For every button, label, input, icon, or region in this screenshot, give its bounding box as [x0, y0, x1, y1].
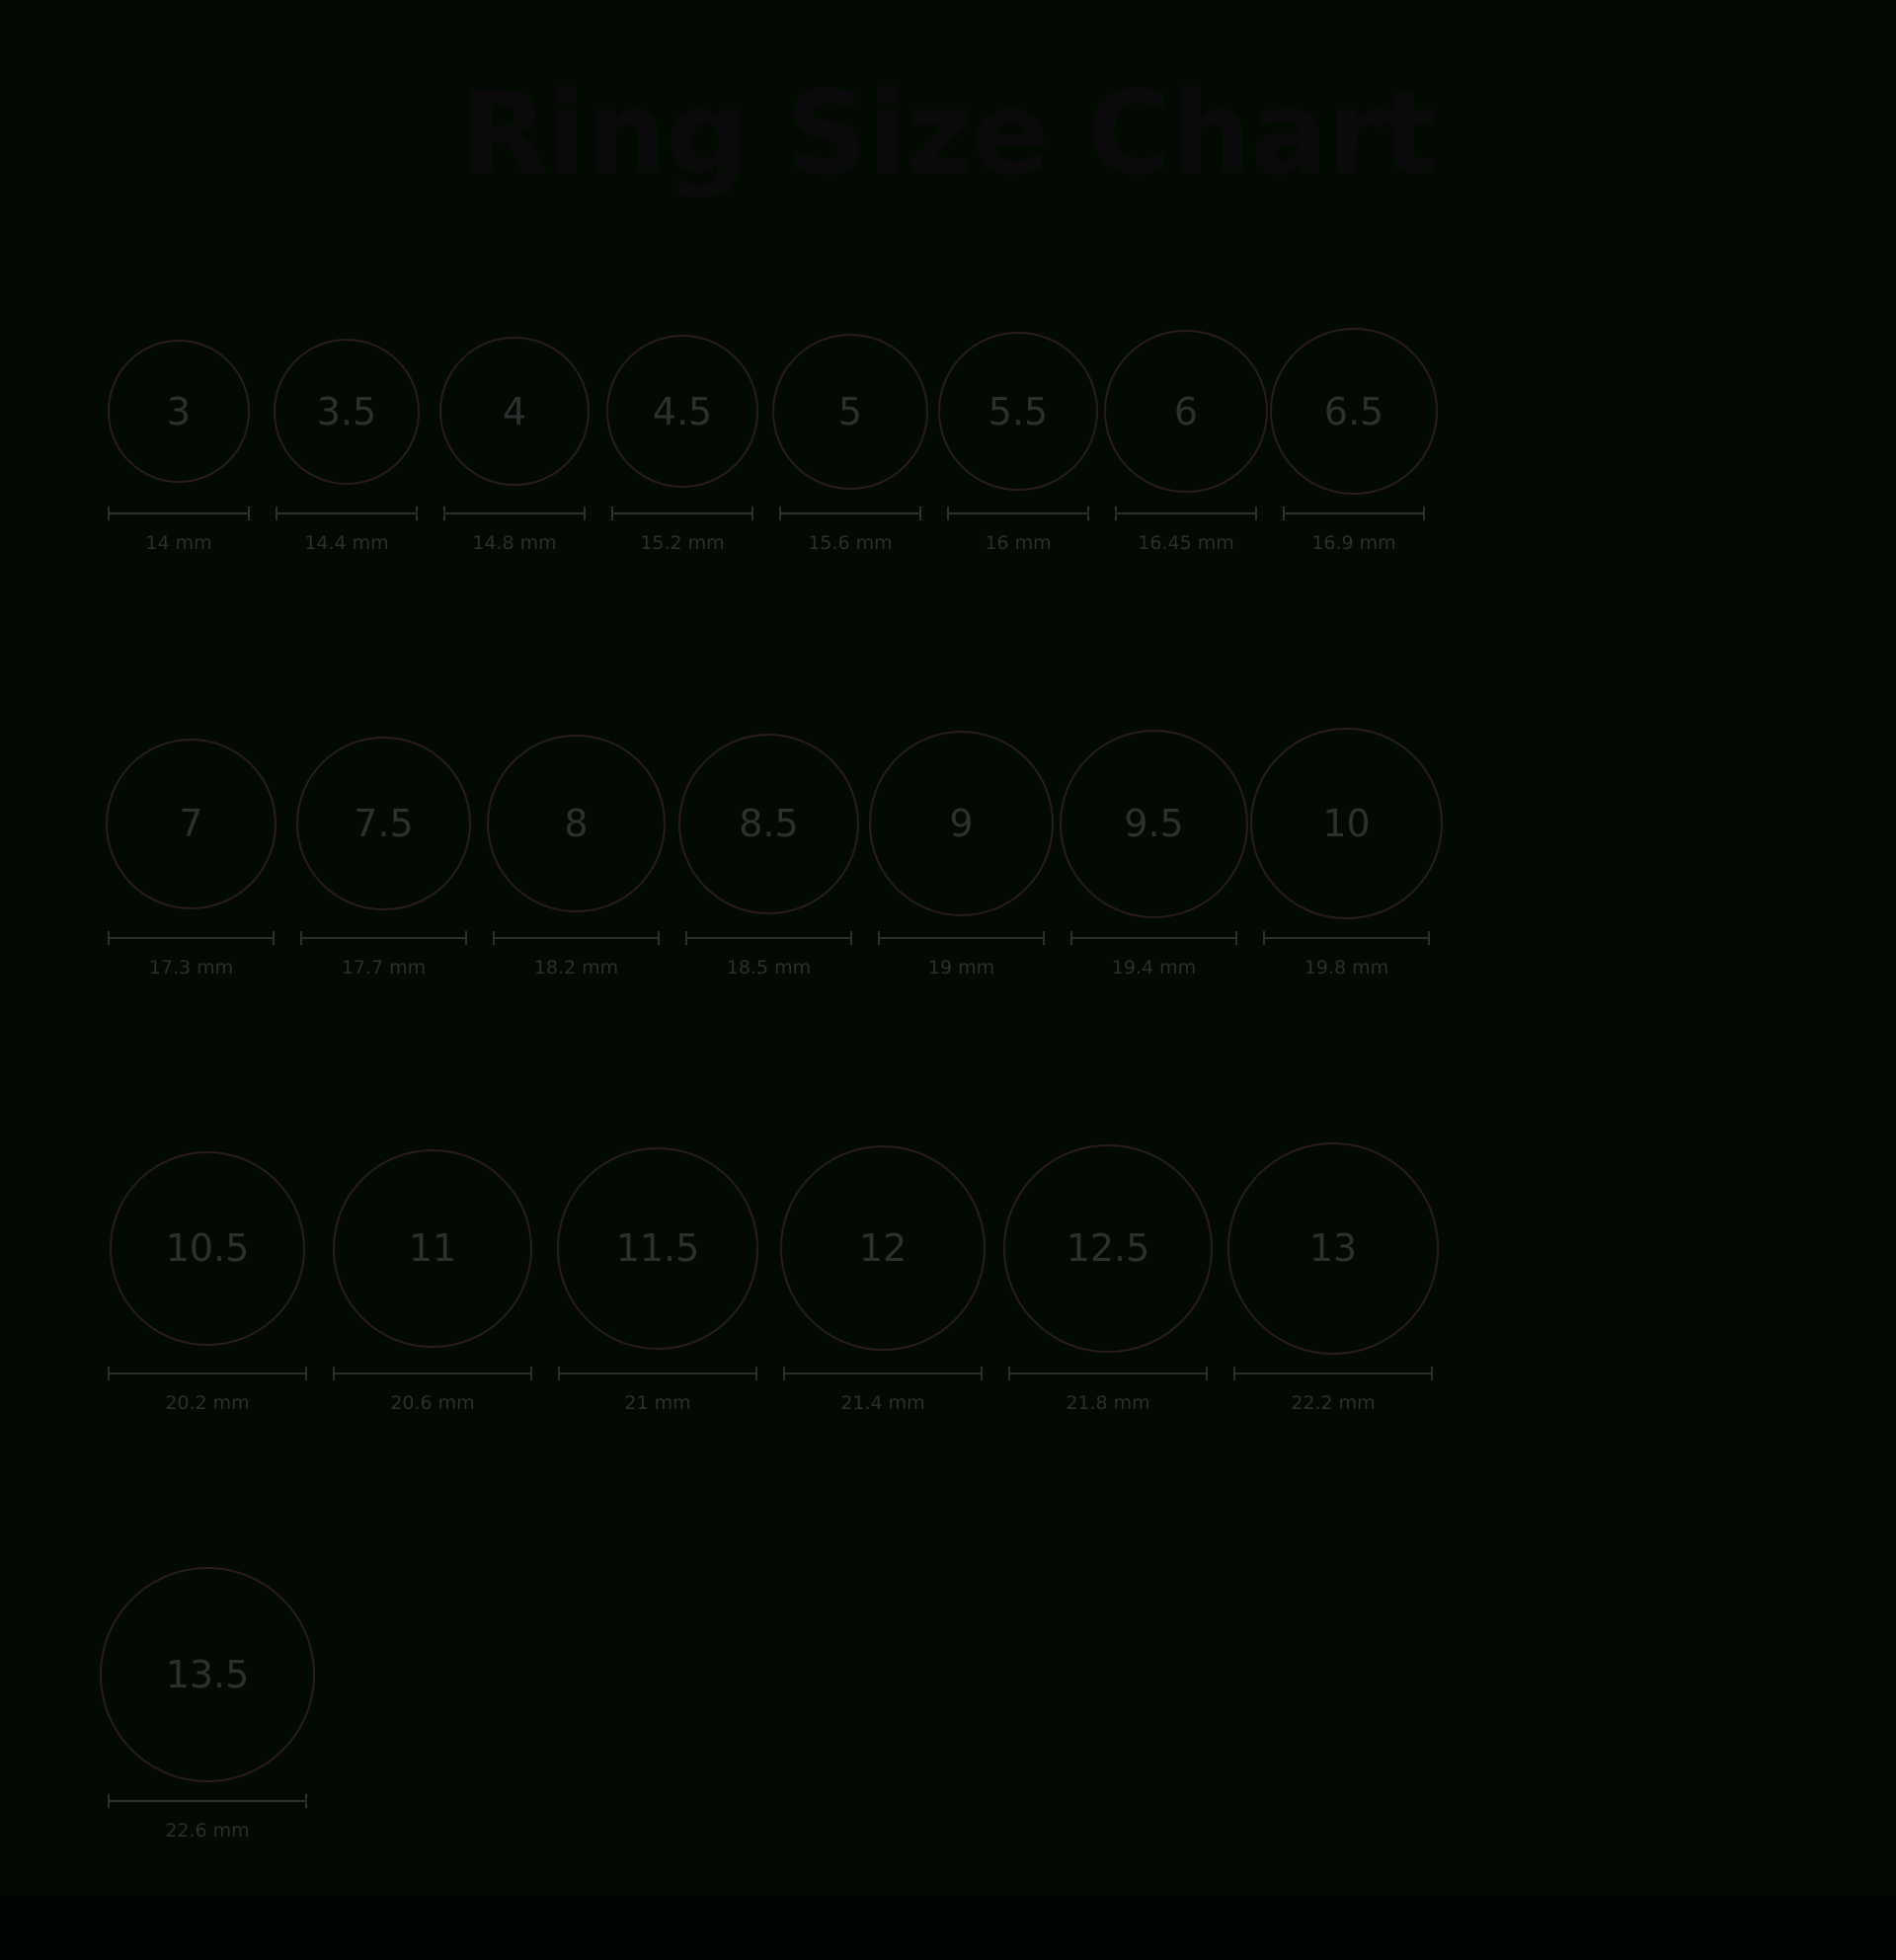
diameter-measure-rule — [779, 507, 921, 520]
ring-circle — [938, 332, 1098, 492]
ring-circle — [1003, 1144, 1212, 1353]
ring-circle-area — [296, 726, 470, 921]
ring-circle — [772, 334, 928, 490]
diameter-mm-label: 14.4 mm — [304, 532, 389, 555]
ring-size-label: 10.5 — [165, 1226, 250, 1271]
ring-circle — [439, 337, 589, 486]
measure-bar — [1070, 937, 1237, 939]
measure-tick-right — [465, 931, 467, 945]
ring-size-cell — [545, 1140, 770, 1414]
diameter-mm-label: 14.8 mm — [472, 532, 557, 555]
measure-tick-left — [1283, 507, 1285, 520]
ring-circle-area — [869, 726, 1054, 921]
ring-circle — [780, 1145, 986, 1351]
diameter-mm-label: 17.7 mm — [341, 957, 427, 980]
ring-circle — [1227, 1142, 1440, 1355]
diameter-mm-label: 17.3 mm — [148, 957, 234, 980]
ring-circle — [487, 735, 666, 913]
ring-size-cell — [1058, 726, 1250, 979]
diameter-measure-rule — [1283, 507, 1425, 520]
ring-size-cell — [320, 1140, 545, 1414]
ring-circle — [274, 339, 420, 485]
ring-size-cell — [1270, 326, 1438, 554]
measure-tick-left — [1008, 1367, 1010, 1380]
ring-circle — [333, 1149, 531, 1348]
ring-circle-area — [108, 326, 250, 497]
ring-size-cell — [934, 326, 1102, 554]
ring-row-4 — [0, 1565, 1896, 1960]
ring-size-label: 7 — [179, 802, 203, 846]
diameter-mm-label: 14 mm — [145, 532, 212, 555]
ring-circle — [100, 1567, 315, 1782]
measure-tick-left — [108, 1367, 110, 1380]
measure-tick-right — [273, 931, 275, 945]
ring-size-label: 11 — [408, 1226, 457, 1271]
measure-tick-left — [783, 1367, 785, 1380]
diameter-mm-label: 20.2 mm — [165, 1391, 250, 1414]
ring-size-label: 4 — [502, 389, 527, 433]
ring-size-label: 7.5 — [354, 802, 414, 846]
ring-row-1 — [0, 326, 1896, 726]
ring-circle — [1060, 730, 1248, 918]
ring-rows-container — [0, 326, 1896, 1960]
ring-circle-area — [1104, 326, 1267, 497]
measure-tick-right — [1423, 507, 1425, 520]
ring-row-2 — [0, 726, 1896, 1140]
measure-tick-left — [1115, 507, 1117, 520]
diameter-mm-label: 15.6 mm — [808, 532, 893, 555]
ring-size-label: 10 — [1322, 802, 1371, 846]
diameter-mm-label: 16.9 mm — [1311, 532, 1396, 555]
diameter-measure-rule — [276, 507, 418, 520]
ring-circle-area — [110, 1140, 305, 1357]
ring-size-cell — [287, 726, 480, 979]
measure-tick-right — [248, 507, 250, 520]
ring-size-label: 6 — [1173, 389, 1199, 433]
ring-size-label: 9 — [949, 802, 974, 846]
measure-bar — [493, 937, 660, 939]
diameter-measure-rule — [947, 507, 1089, 520]
measure-tick-left — [1070, 931, 1072, 945]
diameter-measure-rule — [108, 507, 250, 520]
ring-size-label: 11.5 — [615, 1226, 700, 1271]
diameter-mm-label: 19.8 mm — [1304, 957, 1389, 980]
ring-size-label: 8.5 — [739, 802, 799, 846]
measure-tick-left — [947, 507, 949, 520]
measure-tick-right — [1206, 1367, 1208, 1380]
diameter-measure-rule — [558, 1367, 757, 1380]
ring-circle-area — [938, 326, 1098, 497]
measure-tick-left — [108, 1794, 110, 1808]
diameter-measure-rule — [443, 507, 586, 520]
ring-size-cell — [95, 1565, 320, 1842]
measure-bar — [1283, 512, 1425, 514]
ring-circle — [678, 734, 859, 914]
measure-tick-right — [1043, 931, 1045, 945]
measure-tick-left — [300, 931, 302, 945]
measure-tick-left — [779, 507, 781, 520]
ring-circle — [1270, 328, 1437, 495]
page-title: Ring Size Chart — [459, 67, 1437, 200]
diameter-measure-rule — [108, 1367, 307, 1380]
ring-circle — [106, 739, 276, 909]
measure-tick-left — [685, 931, 687, 945]
diameter-mm-label: 22.2 mm — [1291, 1391, 1376, 1414]
measure-tick-left — [108, 507, 110, 520]
measure-bar — [558, 1372, 757, 1374]
measure-bar — [108, 937, 275, 939]
ring-circle-area — [557, 1140, 759, 1357]
ring-circle-area — [772, 326, 928, 497]
measure-bar — [108, 1800, 307, 1802]
diameter-mm-label: 19 mm — [927, 957, 995, 980]
ring-circle-area — [1003, 1140, 1212, 1357]
measure-tick-right — [850, 931, 852, 945]
measure-bar — [300, 937, 467, 939]
measure-bar — [443, 512, 586, 514]
measure-tick-right — [919, 507, 921, 520]
diameter-mm-label: 21.4 mm — [840, 1391, 925, 1414]
measure-tick-left — [558, 1367, 560, 1380]
ring-size-label: 3.5 — [316, 389, 377, 433]
measure-tick-right — [1087, 507, 1089, 520]
ring-size-label: 3 — [166, 389, 192, 433]
measure-bar — [779, 512, 921, 514]
measure-tick-left — [108, 931, 110, 945]
diameter-measure-rule — [878, 931, 1045, 945]
diameter-mm-label: 21 mm — [624, 1391, 691, 1414]
ring-size-cell — [95, 726, 287, 979]
ring-circle-area — [333, 1140, 531, 1357]
diameter-mm-label: 19.4 mm — [1111, 957, 1197, 980]
diameter-measure-rule — [108, 931, 275, 945]
ring-size-cell — [672, 726, 865, 979]
diameter-measure-rule — [1233, 1367, 1433, 1380]
ring-circle-area — [439, 326, 589, 497]
ring-circle-area — [1270, 326, 1437, 497]
diameter-measure-rule — [783, 1367, 983, 1380]
measure-tick-right — [305, 1367, 307, 1380]
diameter-mm-label: 21.8 mm — [1066, 1391, 1150, 1414]
measure-bar — [878, 937, 1045, 939]
diameter-measure-rule — [300, 931, 467, 945]
ring-size-label: 6.5 — [1323, 389, 1384, 433]
ring-circle — [108, 340, 250, 482]
diameter-measure-rule — [685, 931, 852, 945]
measure-tick-left — [1233, 1367, 1235, 1380]
ring-circle — [110, 1151, 305, 1347]
measure-bar — [108, 1372, 307, 1374]
measure-tick-left — [611, 507, 613, 520]
diameter-measure-rule — [493, 931, 660, 945]
diameter-mm-label: 16.45 mm — [1138, 532, 1234, 555]
diameter-measure-rule — [1263, 931, 1430, 945]
measure-tick-left — [443, 507, 445, 520]
ring-size-label: 13.5 — [165, 1653, 250, 1697]
diameter-mm-label: 18.2 mm — [533, 957, 619, 980]
measure-bar — [1233, 1372, 1433, 1374]
ring-circle — [1250, 728, 1442, 919]
measure-bar — [108, 512, 250, 514]
diameter-measure-rule — [1008, 1367, 1208, 1380]
measure-bar — [333, 1372, 532, 1374]
measure-tick-right — [305, 1794, 307, 1808]
ring-size-label: 12 — [858, 1226, 908, 1271]
measure-tick-left — [276, 507, 277, 520]
measure-tick-right — [530, 1367, 532, 1380]
diameter-mm-label: 20.6 mm — [390, 1391, 475, 1414]
measure-tick-left — [1263, 931, 1265, 945]
measure-tick-right — [1428, 931, 1430, 945]
ring-circle-area — [487, 726, 666, 921]
ring-size-cell — [865, 726, 1058, 979]
ring-size-cell — [263, 326, 431, 554]
measure-tick-left — [493, 931, 495, 945]
measure-bar — [1263, 937, 1430, 939]
measure-tick-right — [658, 931, 660, 945]
measure-bar — [1008, 1372, 1208, 1374]
ring-size-cell — [995, 1140, 1221, 1414]
ring-size-cell — [1221, 1140, 1446, 1414]
measure-bar — [783, 1372, 983, 1374]
diameter-measure-rule — [611, 507, 753, 520]
ring-size-cell — [598, 326, 766, 554]
ring-circle-area — [1060, 726, 1248, 921]
ring-size-cell — [95, 1140, 320, 1414]
ring-size-label: 8 — [564, 802, 589, 846]
diameter-measure-rule — [108, 1794, 307, 1808]
diameter-measure-rule — [333, 1367, 532, 1380]
ring-size-label: 5.5 — [988, 389, 1049, 433]
diameter-measure-rule — [1115, 507, 1257, 520]
measure-bar — [947, 512, 1089, 514]
measure-tick-right — [1431, 1367, 1433, 1380]
ring-circle-area — [678, 726, 859, 921]
ring-size-label: 5 — [837, 389, 863, 433]
measure-bar — [276, 512, 418, 514]
measure-tick-right — [981, 1367, 983, 1380]
measure-bar — [1115, 512, 1257, 514]
diameter-measure-rule — [1070, 931, 1237, 945]
ring-circle — [557, 1147, 759, 1350]
measure-tick-right — [584, 507, 586, 520]
diameter-mm-label: 22.6 mm — [165, 1820, 250, 1842]
ring-circle — [606, 335, 759, 488]
ring-circle — [1104, 330, 1267, 493]
ring-row-3 — [0, 1140, 1896, 1565]
ring-size-cell — [766, 326, 934, 554]
ring-circle-area — [274, 326, 420, 497]
measure-tick-right — [1255, 507, 1257, 520]
ring-circle-area — [1250, 726, 1442, 921]
ring-circle-area — [1227, 1140, 1440, 1357]
ring-size-label: 12.5 — [1066, 1226, 1150, 1271]
ring-circle — [296, 737, 470, 910]
measure-tick-right — [751, 507, 753, 520]
measure-tick-right — [416, 507, 418, 520]
diameter-mm-label: 15.2 mm — [640, 532, 725, 555]
ring-circle-area — [780, 1140, 986, 1357]
ring-size-cell — [770, 1140, 995, 1414]
measure-tick-right — [1235, 931, 1237, 945]
measure-tick-left — [878, 931, 880, 945]
measure-bar — [611, 512, 753, 514]
ring-size-cell — [95, 326, 263, 554]
ring-size-label: 9.5 — [1124, 802, 1184, 846]
ring-size-cell — [480, 726, 672, 979]
ring-circle — [869, 731, 1054, 915]
measure-bar — [685, 937, 852, 939]
ring-size-label: 4.5 — [652, 389, 713, 433]
ring-size-cell — [1250, 726, 1443, 979]
ring-circle-area — [606, 326, 759, 497]
measure-tick-right — [755, 1367, 757, 1380]
ring-circle-area — [106, 726, 276, 921]
ring-circle-area — [100, 1565, 315, 1784]
diameter-mm-label: 16 mm — [985, 532, 1052, 555]
measure-tick-left — [333, 1367, 335, 1380]
ring-size-cell — [1102, 326, 1270, 554]
diameter-mm-label: 18.5 mm — [726, 957, 812, 980]
ring-size-label: 13 — [1308, 1226, 1358, 1271]
ring-size-cell — [431, 326, 598, 554]
